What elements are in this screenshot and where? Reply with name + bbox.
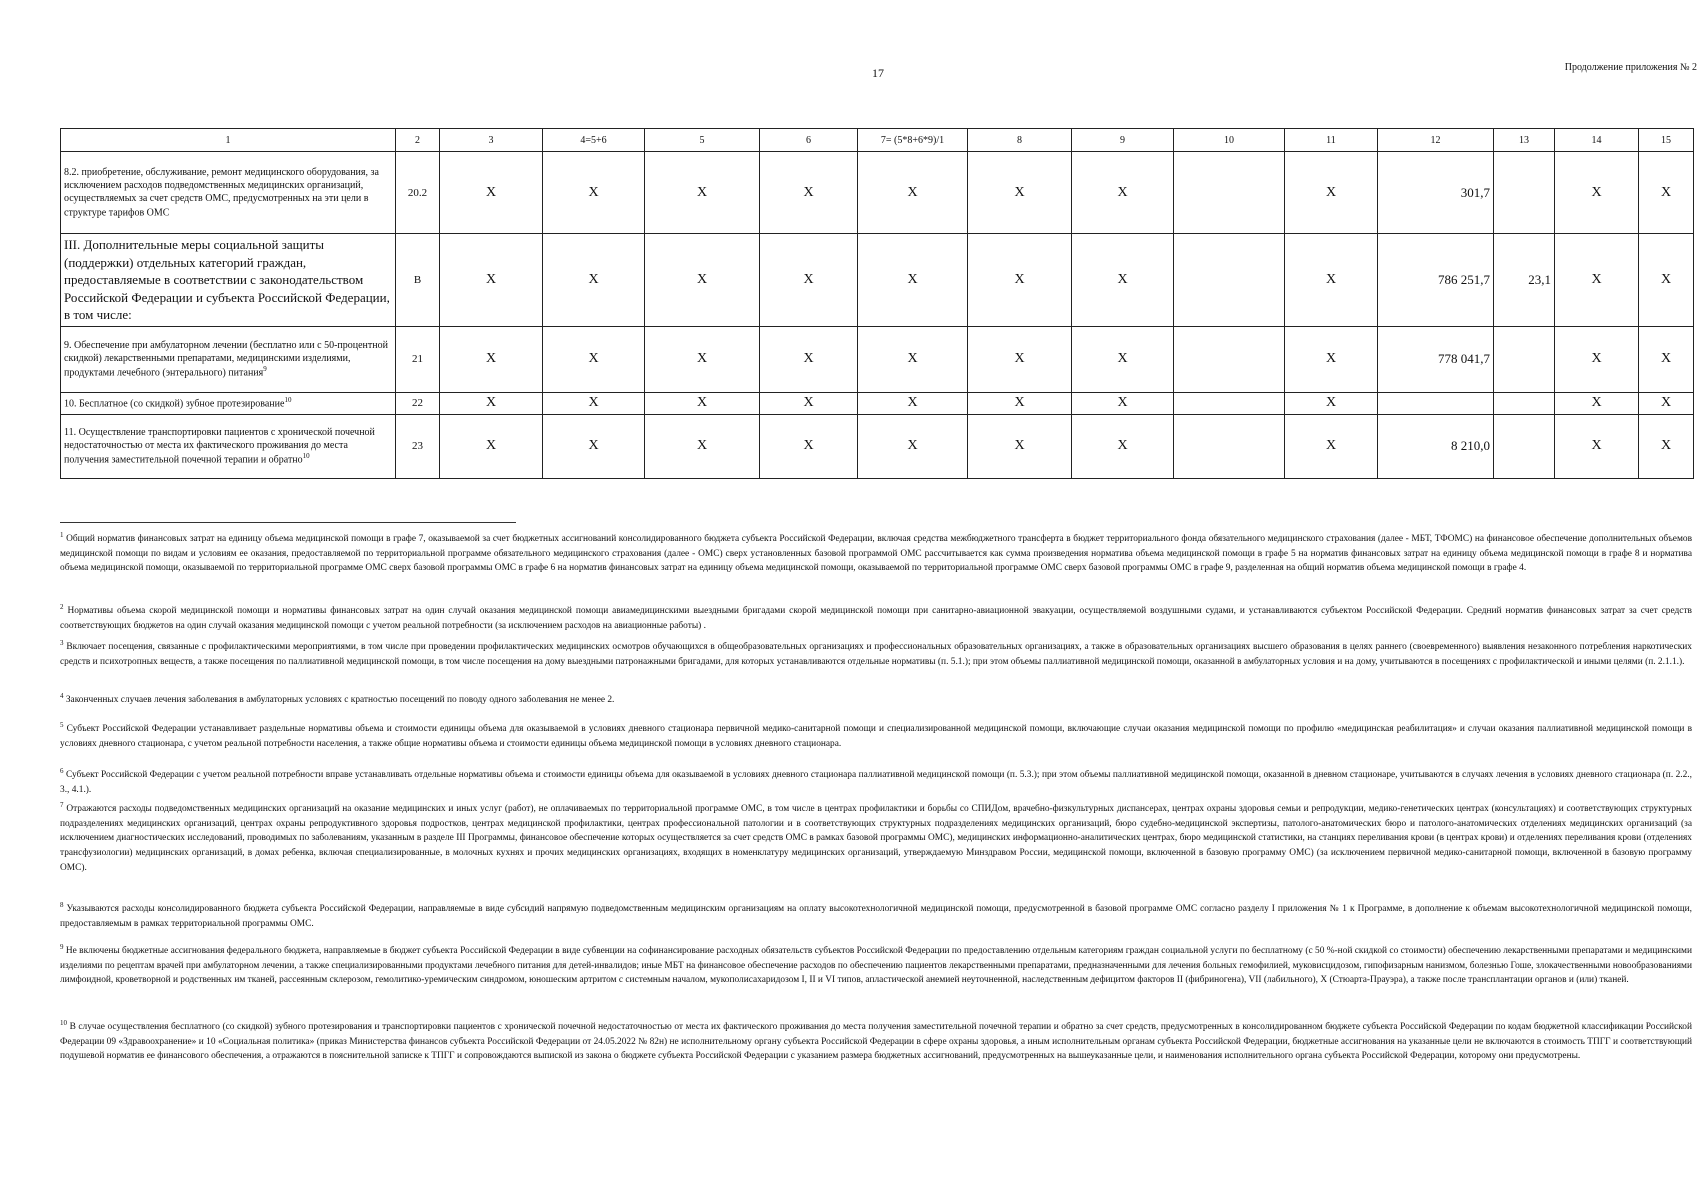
cell: X bbox=[1555, 414, 1639, 478]
row-code: 21 bbox=[396, 326, 440, 392]
column-header: 10 bbox=[1174, 129, 1285, 152]
annex-title: Продолжение приложения № 2 bbox=[1564, 62, 1697, 73]
cell: X bbox=[760, 392, 858, 414]
cell-amount bbox=[1494, 152, 1555, 234]
cell: X bbox=[968, 392, 1072, 414]
cell-amount: 301,7 bbox=[1378, 152, 1494, 234]
cell: X bbox=[1285, 152, 1378, 234]
cell: X bbox=[858, 234, 968, 327]
row-description: 8.2. приобретение, обслуживание, ремонт медицинского оборудования, за исключением расходов подведомственных медицинских организаций, осуществляемых за счет средств ОМС, предусмотренных на эти цели в структуре тарифов ОМС bbox=[61, 152, 396, 234]
table-row bbox=[61, 392, 1694, 414]
column-header: 14 bbox=[1555, 129, 1639, 152]
cell-amount: 23,1 bbox=[1494, 234, 1555, 327]
column-header: 7= (5*8+6*9)/1 bbox=[858, 129, 968, 152]
cell: X bbox=[968, 234, 1072, 327]
cell: X bbox=[1555, 234, 1639, 327]
footnote: $^9$ Не включены бюджетные ассигнования федерального бюджета, направляемые в бюджет субъекта Российской Федерации в виде субвенции на софинансирование расходных обязательств субъектов Российской Федерации по предоставлению отдельным категориям граждан социальной услуги по бесплатному (с 50 %-ной скидкой со стоимости) обеспечению лекарственными препаратами и медицинскими изделиями по рецептам врачей при амбулаторном лечении, а также специализированными продуктами лечебного питания для детей-инвалидов; иные МБТ на финансовое обеспечение расходов по обеспечению пациентов лекарственными препаратами, предназначенными для лечения больных гемофилией, муковисцидозом, гипофизарным нанизмом, болезнью Гоше, злокачественными новообразованиями лимфоидной, кроветворной и родственных им тканей, рассеянным склерозом, гемолитико-уремическим синдромом, юношеским артритом с системным началом, мукополисахаридозом I, II и VI типов, апластической анемией неуточненной, наследственным дефицитом факторов II (фибриногена), VII (лабильного), X (Стюарта-Прауэра), а также после трансплантации органов и (или) тканей. bbox=[60, 943, 1692, 986]
table-row bbox=[61, 234, 1694, 327]
cell: X bbox=[1285, 414, 1378, 478]
cell: X bbox=[1639, 392, 1694, 414]
cell bbox=[1174, 326, 1285, 392]
cell: X bbox=[645, 392, 760, 414]
column-header: 3 bbox=[440, 129, 543, 152]
cell: X bbox=[1072, 234, 1174, 327]
column-header: 2 bbox=[396, 129, 440, 152]
row-description: 11. Осуществление транспортировки пациентов с хронической почечной недостаточностью от места их фактического проживания до места получения заместительной почечной терапии и обратно$^{10}$ bbox=[61, 414, 396, 478]
cell: X bbox=[760, 326, 858, 392]
footnote: $^8$ Указываются расходы консолидированного бюджета субъекта Российской Федерации, направляемые в виде субсидий напрямую подведомственным медицинским организациям на оплату высокотехнологичной медицинской помощи, предусмотренной в базовой программе ОМС согласно разделу I приложения № 1 к Программе, в дополнение к объемам высокотехнологичной медицинской помощи, предоставляемым в рамках территориальной программы ОМС. bbox=[60, 901, 1692, 929]
cell: X bbox=[858, 152, 968, 234]
column-header: 13 bbox=[1494, 129, 1555, 152]
column-header: 6 bbox=[760, 129, 858, 152]
cell: X bbox=[858, 414, 968, 478]
cell: X bbox=[1072, 414, 1174, 478]
table-row bbox=[61, 414, 1694, 478]
cell: X bbox=[543, 234, 645, 327]
cell: X bbox=[440, 392, 543, 414]
cell: X bbox=[440, 234, 543, 327]
footnote: $^7$ Отражаются расходы подведомственных медицинских организаций на оказание медицинских и иных услуг (работ), не оплачиваемых по территориальной программе ОМС, в том числе в центрах профилактики и борьбы со СПИДом, врачебно-физкультурных диспансерах, центрах охраны здоровья семьи и репродукции, медико-генетических центрах (консультациях) и соответствующих структурных подразделениях медицинских организаций, центрах охраны репродуктивного здоровья подростков, центрах медицинской профилактики, центрах профессиональной патологии и в соответствующих структурных подразделениях медицинских организаций, бюро судебно-медицинской экспертизы, патолого-анатомических бюро и патолого-анатомических отделениях медицинских организаций (за исключением диагностических исследований, проводимых по заболеваниям, указанным в разделе III Программы, финансовое обеспечение которых осуществляется за счет средств ОМС в рамках базовой программы ОМС), медицинских информационно-аналитических центрах, бюро медицинской статистики, на станциях переливания крови (в центрах крови) и отделениях переливания крови (отделениях трансфузиологии) медицинских организаций, в домах ребенка, включая специализированные, в молочных кухнях и прочих медицинских организациях, входящих в номенклатуру медицинских организаций, утверждаемую Минздравом России, медицинской помощи, включенной в базовую программу ОМС) (за исключением первичной медико-санитарной помощи, включенной в базовую программу ОМС). bbox=[60, 801, 1693, 873]
footnote: $^{10}$ В случае осуществления бесплатного (со скидкой) зубного протезирования и транспортировки пациентов с хронической почечной недостаточностью от места их фактического проживания до места получения заместительной почечной терапии и обратно за счет средств, предусмотренных в консолидированном бюджете субъекта Российской Федерации по кодам бюджетной классификации Российской Федерации 09 «Здравоохранение» и 10 «Социальная политика» (приказ Министерства финансов субъекта Российской Федерации от 24.05.2022 № 82н) не исполнительному органу субъекта Российской Федерации в сфере охраны здоровья, а иным исполнительным органам субъекта Российской Федерации, бюджетные ассигнования на указанные цели не включаются в стоимость ТПГГ и соответствующий подушевой норматив ее финансового обеспечения, а отражаются в пояснительной записке к ТПГГ и сопровождаются выпиской из закона о бюджете субъекта Российской Федерации с указанием размера бюджетных ассигнований, предусмотренных на вышеуказанные цели, и наименования исполнительного органа субъекта Российской Федерации, которому они предусмотрены. bbox=[60, 1019, 1693, 1062]
row-code: 20.2 bbox=[396, 152, 440, 234]
cell-amount bbox=[1494, 392, 1555, 414]
table-header-row bbox=[61, 129, 1694, 152]
cell: X bbox=[1639, 326, 1694, 392]
footnote: $^3$ Включает посещения, связанные с профилактическими мероприятиями, в том числе при проведении профилактических медицинских осмотров обучающихся в общеобразовательных организациях и профессиональных образовательных организациях, а также в образовательных организациях высшего образования в целях раннего (своевременного) выявления незаконного потребления наркотических средств и психотропных веществ, а также посещения по паллиативной медицинской помощи, в том числе посещения на дому выездными патронажными бригадами, для которых устанавливаются отдельные нормативы (п. 5.1.); при этом объемы паллиативной медицинской помощи, оказанной в амбулаторных условия и на дому, учитываются в посещениях с профилактической и иными целями (п. 2.1.1.). bbox=[60, 639, 1692, 667]
cell: X bbox=[760, 234, 858, 327]
cell: X bbox=[645, 414, 760, 478]
cell: X bbox=[440, 326, 543, 392]
cell: X bbox=[1555, 152, 1639, 234]
cell-amount bbox=[1378, 392, 1494, 414]
column-header: 1 bbox=[61, 129, 396, 152]
cell-amount bbox=[1494, 326, 1555, 392]
cell: X bbox=[1285, 392, 1378, 414]
cell: X bbox=[1555, 326, 1639, 392]
cell: X bbox=[543, 392, 645, 414]
cell: X bbox=[1072, 152, 1174, 234]
cell: X bbox=[968, 326, 1072, 392]
cell: X bbox=[760, 152, 858, 234]
cell: X bbox=[1285, 326, 1378, 392]
page-number: 17 bbox=[872, 66, 884, 80]
row-code: 22 bbox=[396, 392, 440, 414]
cell-amount: 786 251,7 bbox=[1378, 234, 1494, 327]
row-code: 23 bbox=[396, 414, 440, 478]
cell: X bbox=[543, 152, 645, 234]
row-description: III. Дополнительные меры социальной защиты (поддержки) отдельных категорий граждан, предоставляемые в соответствии с законодательством Российской Федерации и субъекта Российской Федерации, в том числе: bbox=[61, 234, 396, 327]
column-header: 4=5+6 bbox=[543, 129, 645, 152]
table-row bbox=[61, 326, 1694, 392]
cell: X bbox=[645, 234, 760, 327]
cell-amount bbox=[1494, 414, 1555, 478]
cell: X bbox=[440, 152, 543, 234]
expenditure-table bbox=[60, 128, 1694, 479]
row-description: 10. Бесплатное (со скидкой) зубное протезирование$^{10}$ bbox=[61, 392, 396, 414]
cell: X bbox=[968, 414, 1072, 478]
cell: X bbox=[858, 326, 968, 392]
cell bbox=[1174, 414, 1285, 478]
table-row bbox=[61, 152, 1694, 234]
column-header: 8 bbox=[968, 129, 1072, 152]
footnote: $^2$ Нормативы объема скорой медицинской помощи и нормативы финансовых затрат на один случай оказания медицинской помощи авиамедицинскими выездными бригадами скорой медицинской помощи при санитарно-авиационной эвакуации, осуществляемой воздушными судами, и устанавливаются субъектом Российской Федерации. Средний норматив финансовых затрат за счет средств соответствующих бюджетов на один случай оказания медицинской помощи с учетом реальной потребности (за исключением расходов на авиационные работы) . bbox=[60, 603, 1692, 631]
cell: X bbox=[1555, 392, 1639, 414]
cell bbox=[1174, 234, 1285, 327]
column-header: 9 bbox=[1072, 129, 1174, 152]
footnote: $^5$ Субъект Российской Федерации устанавливает раздельные нормативы объема и стоимости единицы объема для оказываемой в условиях дневного стационара первичной медико-санитарной помощи и специализированной медицинской помощи, включающие случаи оказания медицинской помощи по профилю «медицинская реабилитация» и случаи оказания паллиативной медицинской помощи в условиях дневного стационара, с учетом реальной потребности населения, а также общие нормативы объема и стоимости единицы объема медицинской помощи в условиях дневного стационара. bbox=[60, 721, 1692, 749]
cell: X bbox=[1639, 234, 1694, 327]
cell: X bbox=[1639, 152, 1694, 234]
cell-amount: 778 041,7 bbox=[1378, 326, 1494, 392]
footnote-separator bbox=[60, 522, 516, 523]
cell: X bbox=[760, 414, 858, 478]
cell: X bbox=[1072, 392, 1174, 414]
column-header: 15 bbox=[1639, 129, 1694, 152]
cell bbox=[1174, 152, 1285, 234]
cell: X bbox=[645, 326, 760, 392]
footnote: $^1$ Общий норматив финансовых затрат на единицу объема медицинской помощи в графе 7, оказываемой за счет бюджетных ассигнований консолидированного бюджета субъекта Российской Федерации, включая средства межбюджетного трансферта в бюджет территориального фонда обязательного медицинского страхования (далее - МБТ, ТФОМС) на финансовое обеспечение дополнительных объемов медицинской помощи по видам и условиям ее оказания, предоставляемой по территориальной программе обязательного медицинского страхования (далее - ОМС) сверх установленных базовой программой ОМС рассчитывается как сумма произведения норматива объема медицинской помощи в графе 5 на норматив финансовых затрат на единицу объема медицинской помощи в графе 8 и норматива объема медицинской помощи, оказываемой по территориальной программе ОМС сверх базовой программы ОМС в графе 6 на норматив финансовых затрат на единицу объема медицинской помощи, оказываемой по территориальной программе ОМС сверх базовой программы ОМС в графе 9, разделенная на общий норматив объема медицинской помощи в графе 4. bbox=[60, 531, 1693, 574]
footnote: $^6$ Субъект Российской Федерации с учетом реальной потребности вправе устанавливать отдельные нормативы объема и стоимости единицы объема для оказываемой в условиях дневного стационара паллиативной медицинской помощи (п. 5.3.); при этом объемы паллиативной медицинской помощи, оказанной в дневном стационаре, учитываются в случаях лечения в условиях дневного стационара (п. 2.2., 3., 4.1.). bbox=[60, 767, 1692, 795]
column-header: 5 bbox=[645, 129, 760, 152]
cell: X bbox=[1072, 326, 1174, 392]
column-header: 12 bbox=[1378, 129, 1494, 152]
row-description: 9. Обеспечение при амбулаторном лечении (бесплатно или с 50-процентной скидкой) лекарственными препаратами, медицинскими изделиями, продуктами лечебного (энтерального) питания$^9$ bbox=[61, 326, 396, 392]
cell: X bbox=[645, 152, 760, 234]
cell: X bbox=[543, 326, 645, 392]
cell: X bbox=[1639, 414, 1694, 478]
cell bbox=[1174, 392, 1285, 414]
column-header: 11 bbox=[1285, 129, 1378, 152]
footnote: $^4$ Законченных случаев лечения заболевания в амбулаторных условиях с кратностью посещений по поводу одного заболевания не менее 2. bbox=[60, 692, 615, 706]
cell: X bbox=[543, 414, 645, 478]
cell-amount: 8 210,0 bbox=[1378, 414, 1494, 478]
cell: X bbox=[968, 152, 1072, 234]
cell: X bbox=[1285, 234, 1378, 327]
row-code: В bbox=[396, 234, 440, 327]
cell: X bbox=[440, 414, 543, 478]
cell: X bbox=[858, 392, 968, 414]
